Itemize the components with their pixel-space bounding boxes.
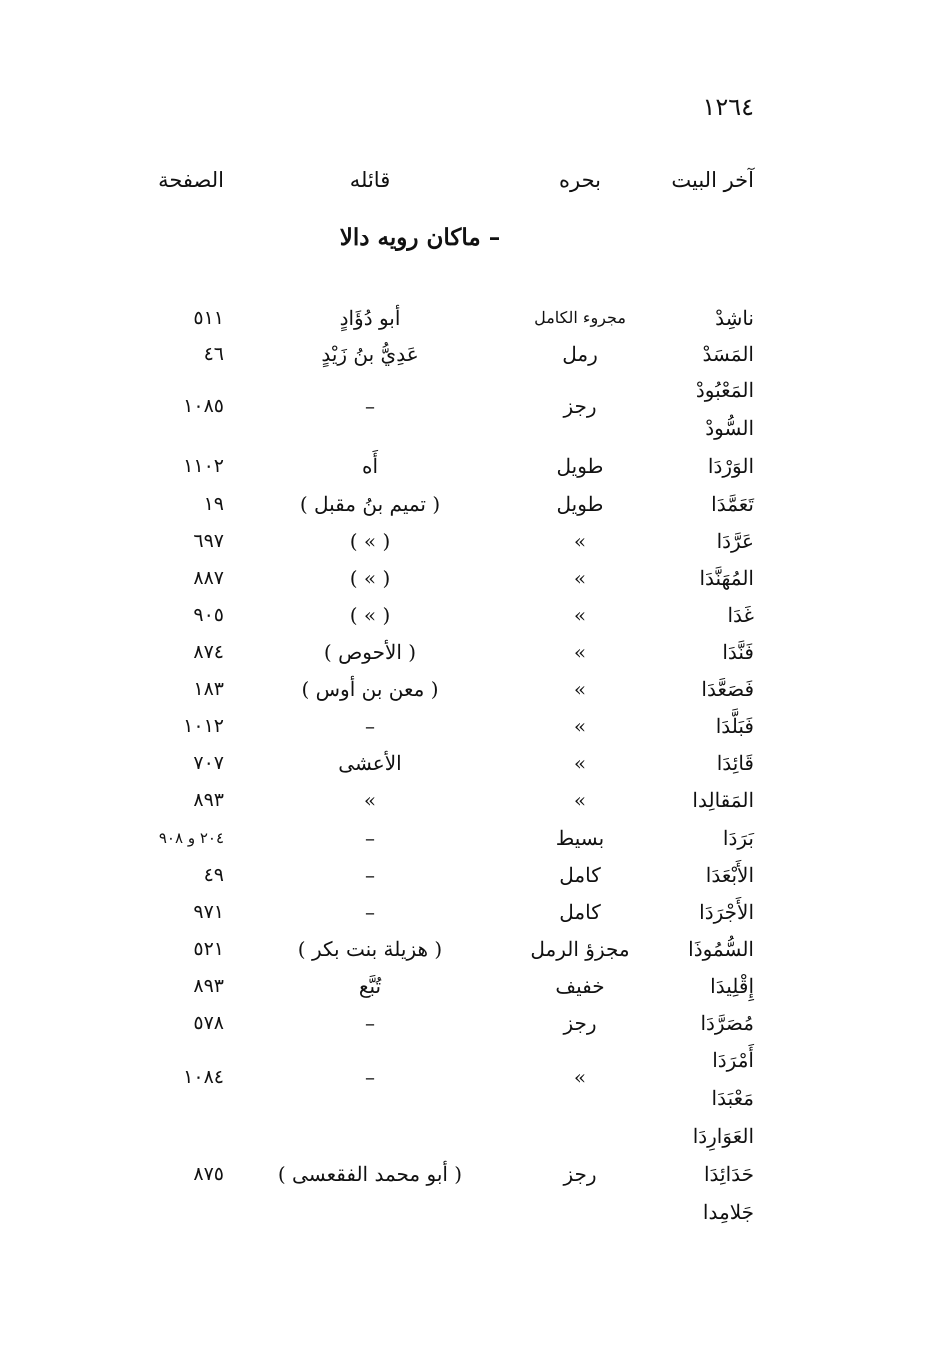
poet: ( معن بن أوس ): [301, 677, 439, 701]
header-verse-end: آخر البيت: [671, 168, 754, 192]
table-header: [0, 162, 940, 198]
section-title: – ماكان رويه دالا: [339, 224, 501, 251]
table-row: [0, 1005, 940, 1041]
meter: »: [573, 640, 587, 664]
page-ref: ٨٩٣: [193, 789, 224, 811]
header-page: الصفحة: [158, 168, 224, 192]
poet: ( » ): [349, 529, 391, 553]
verse-end: قَائِدَا: [716, 751, 754, 775]
meter: »: [573, 566, 587, 590]
table-row: [0, 300, 940, 336]
poet: –: [365, 714, 375, 738]
table-row: [0, 782, 940, 818]
table-row: [0, 671, 940, 707]
poet: ( تميم بنُ مقبل ): [299, 492, 441, 516]
poet: الأعشى: [338, 751, 402, 775]
meter: »: [573, 788, 587, 812]
page-ref: ١٨٣: [193, 678, 224, 700]
meter: »: [573, 677, 587, 701]
verse-end: حَدَائِدَا: [703, 1162, 754, 1186]
verse-end: الأَبْعَدَا: [705, 863, 754, 887]
verse-end: العَوَارِدَا: [692, 1124, 754, 1148]
verse-end: السُّمُوذَا: [688, 937, 754, 961]
poet: ( الأحوص ): [323, 640, 417, 664]
page-ref: ٩٠٥: [193, 604, 224, 626]
page-ref: ٧٠٧: [193, 752, 224, 774]
meter: مجروء الكامل: [534, 308, 626, 327]
page-number: ١٢٦٤: [702, 93, 754, 121]
verse-end: الوَرْدَا: [707, 454, 754, 478]
poet: ( » ): [349, 566, 391, 590]
poet: أبو دُؤَادٍ: [339, 306, 401, 330]
verse-end: إِقْلِيدَا: [710, 974, 754, 998]
table-row: [0, 1080, 940, 1116]
page-ref: ١٠٨٤: [183, 1066, 224, 1088]
header-poet: قائله: [349, 168, 391, 192]
table-row: [0, 745, 940, 781]
meter: »: [573, 603, 587, 627]
verse-end: فَصَعَّدَا: [701, 677, 754, 701]
page-ref: ٥٧٨: [193, 1012, 224, 1034]
verse-end: فَنَّدَا: [722, 640, 754, 664]
verse-end: أَمْرَدَا: [712, 1048, 754, 1072]
page-ref: ١٩: [203, 493, 224, 515]
page-ref: ١١٠٢: [183, 455, 224, 477]
poet: –: [365, 863, 375, 887]
page-ref: ٩٧١: [193, 901, 224, 923]
page-ref: ٢٠٤ و ٩٠٨: [158, 829, 224, 847]
verse-end: مَعْبَدَا: [711, 1086, 754, 1110]
poet: –: [365, 900, 375, 924]
meter: رجز: [563, 1011, 597, 1035]
page-ref: ٨٨٧: [193, 567, 224, 589]
page-ref: ٨٩٣: [193, 975, 224, 997]
meter: »: [573, 1065, 587, 1089]
poet: –: [365, 1011, 375, 1035]
table-row: [0, 448, 940, 484]
verse-end: ناشِدْ: [715, 306, 754, 330]
verse-end: غَدَا: [727, 603, 754, 627]
verse-end: السُّودْ: [705, 416, 754, 440]
poet: –: [365, 394, 375, 418]
verse-end: تَعَمَّدَا: [711, 492, 754, 516]
table-row: [0, 560, 940, 596]
meter: رمل: [562, 342, 598, 366]
verse-end: جَلامِدا: [702, 1200, 754, 1224]
meter: مجزؤ الرمل: [530, 937, 630, 961]
verse-end: المُهَنَّدَا: [699, 566, 754, 590]
poet: ( هزيلة بنت بكر ): [297, 937, 443, 961]
meter: كامل: [559, 863, 601, 887]
poet: عَدِيُّ بنُ زَيْدٍ: [321, 342, 419, 366]
page-ref: ٤٩: [203, 864, 224, 886]
verse-end: الأَجْرَدَا: [699, 900, 754, 924]
page-ref: ٤٦: [203, 343, 224, 365]
page-ref: ٥١١: [193, 307, 224, 329]
table-row: [0, 857, 940, 893]
table-row: [0, 336, 940, 372]
page-ref: ٨٧٤: [193, 641, 224, 663]
table-row: [0, 820, 940, 856]
meter: طويل: [556, 454, 604, 478]
verse-end: عَرَّدَا: [716, 529, 754, 553]
table-row: [0, 894, 940, 930]
page-ref: ٥٢١: [193, 938, 224, 960]
meter: »: [573, 751, 587, 775]
verse-end: المَسَدْ: [702, 342, 754, 366]
poet: ( » ): [349, 603, 391, 627]
page-ref: ١٠١٢: [183, 715, 224, 737]
verse-end: فَبَلَّدَا: [715, 714, 754, 738]
meter: كامل: [559, 900, 601, 924]
table-row: [0, 523, 940, 559]
verse-end: بَرَدَا: [722, 826, 754, 850]
table-row: [0, 1194, 940, 1230]
poet: –: [365, 1065, 375, 1089]
poet: تُبَّع: [358, 974, 382, 998]
meter: بسيط: [555, 826, 605, 850]
page-ref: ٦٩٧: [193, 530, 224, 552]
table-row: [0, 410, 940, 446]
table-row: [0, 486, 940, 522]
meter: طويل: [556, 492, 604, 516]
table-row: [0, 1118, 940, 1154]
page-ref: ١٠٨٥: [183, 395, 224, 417]
verse-end: المَقالِدا: [692, 788, 754, 812]
meter: رجز: [563, 394, 597, 418]
poet: »: [363, 788, 377, 812]
poet: –: [365, 826, 375, 850]
table-row: [0, 708, 940, 744]
header-meter: بحره: [559, 168, 601, 192]
verse-end: مُصَرَّدَا: [700, 1011, 754, 1035]
meter: »: [573, 714, 587, 738]
verse-end: المَعْبُودْ: [695, 378, 754, 402]
poet: ( أبو محمد الفقعسى ): [277, 1162, 463, 1186]
table-row: [0, 1156, 940, 1192]
table-row: [0, 597, 940, 633]
meter: رجز: [563, 1162, 597, 1186]
table-row: [0, 634, 940, 670]
page-ref: ٨٧٥: [193, 1163, 224, 1185]
meter: خفيف: [555, 974, 605, 998]
poet: أَه: [361, 454, 379, 478]
table-row: [0, 931, 940, 967]
meter: »: [573, 529, 587, 553]
table-row: [0, 968, 940, 1004]
